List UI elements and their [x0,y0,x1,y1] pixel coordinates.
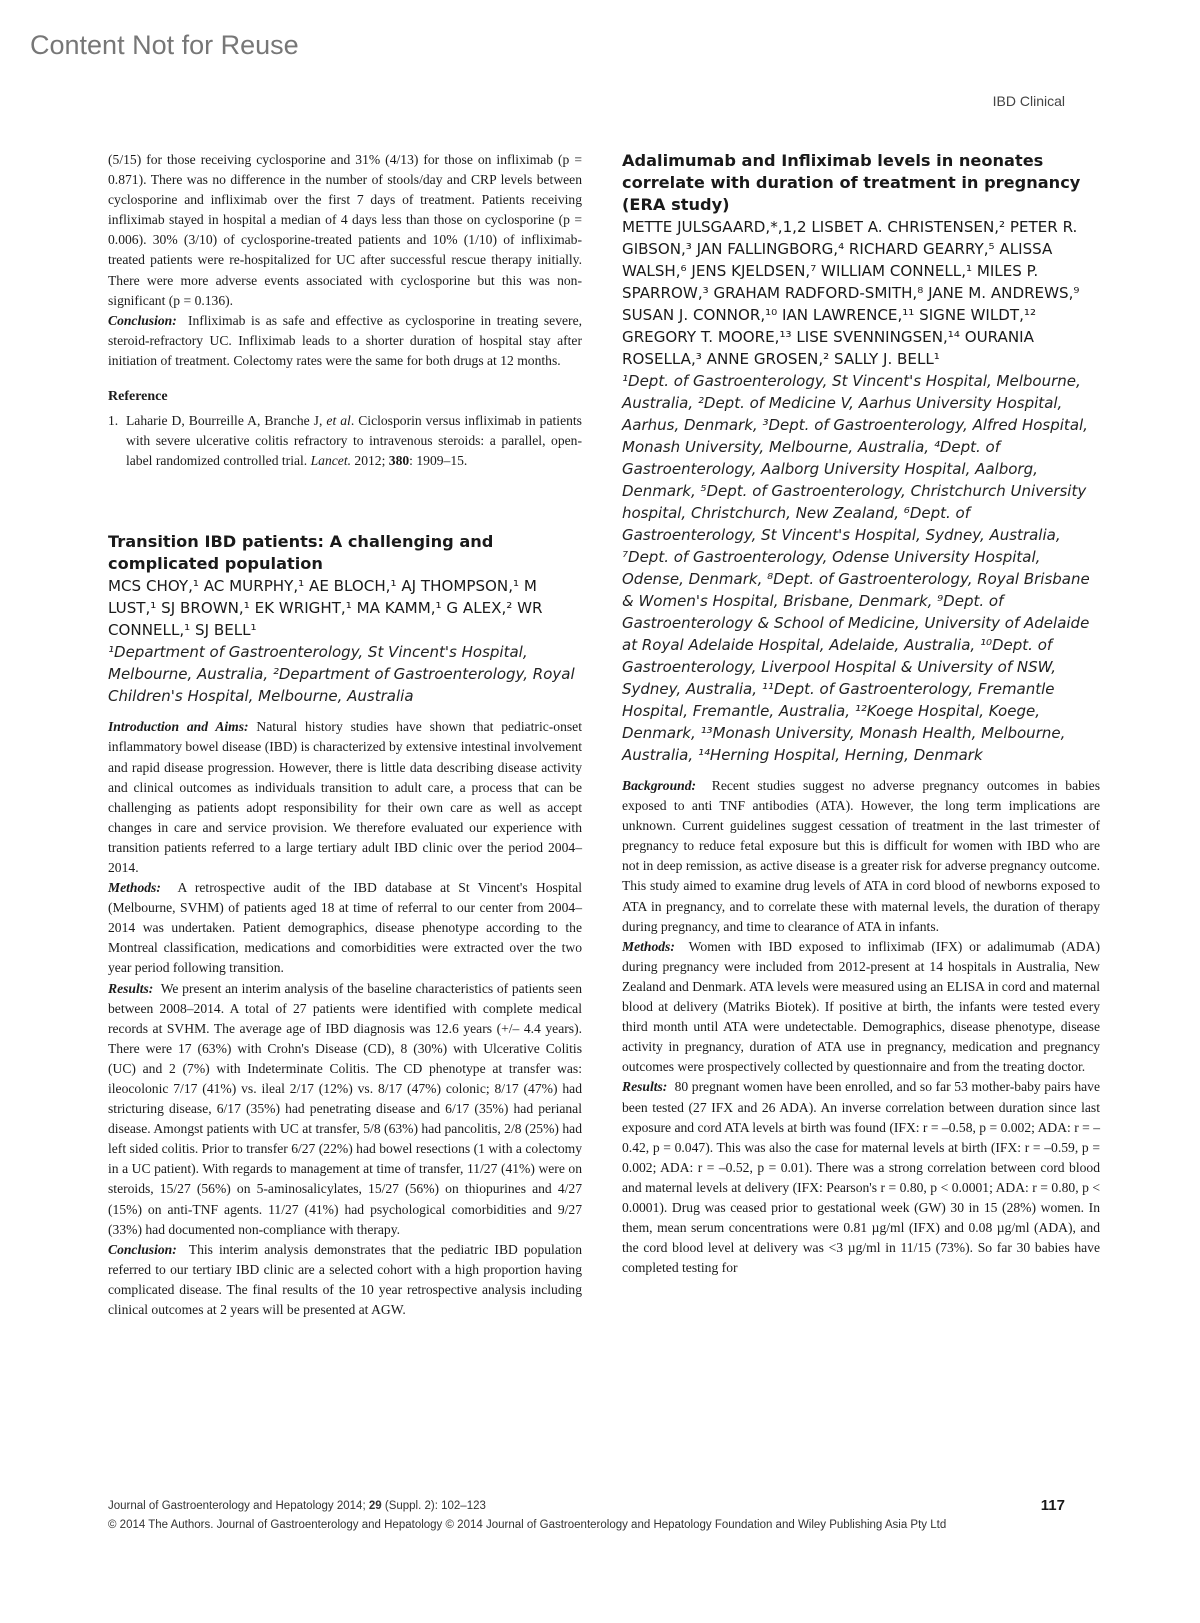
reference-etal: et al [326,413,351,429]
journal-issue: (Suppl. 2): 102–123 [384,1500,486,1512]
methods-paragraph [622,937,1100,1078]
continuation-paragraph: (5/15) for those receiving cyclosporine and 31% (4/13) for those on infliximab (p = 0.871). There was no difference in the number of stools/day and CRP levels between cyclosporine and infliximab over the first 7 days of treatment. Patients receiving infliximab stayed in hospital a median of 4 days less than those on cyclosporine (p = 0.006). 30% (3/10) of cyclosporine-treated patients and 10% (1/10) of infliximab-treated patients were re-hospitalized for UC after successful rescue therapy initially. There were more adverse events associated with cyclosporine but this was non-significant (p = 0.136). [108,152,582,308]
reference-text [126,411,582,471]
page-number: 117 [1040,1497,1065,1514]
results-paragraph [108,979,582,1240]
abstract-title: Adalimumab and Infliximab levels in neonates correlate with duration of treatment in pregnancy (ERA study) [622,151,1081,214]
background-paragraph [622,776,1100,937]
conclusion-label: Conclusion: [108,312,177,328]
reference-authors: Laharie D, Bourreille A, Branche J, [126,413,323,429]
abstract-authors: METTE JULSGAARD,*,1,2 LISBET A. CHRISTENSEN,² PETER R. GIBSON,³ JAN FALLINGBORG,⁴ RICHARD GEARRY,⁵ ALISSA WALSH,⁶ JENS KJELDSEN,⁷ WILLIAM CONNELL,¹ MILES P. SPARROW,³ GRAHAM RADFORD-SMITH,⁸ JANE M. ANDREWS,⁹ SUSAN J. CONNOR,¹⁰ IAN LAWRENCE,¹¹ SIGNE WILDT,¹² GREGORY T. MOORE,¹³ LISE SVENNINGSEN,¹⁴ OURANIA ROSELLA,³ ANNE GROSEN,² SALLY J. BELL¹ [622,218,1080,368]
reference-title: . Ciclosporin versus infliximab in patients with severe ulcerative colitis refractory to intravenous steroids: a parallel, open-label randomized controlled trial. [126,413,582,469]
reference-heading: Reference [108,389,168,405]
results-label: Results: [108,980,154,996]
reference-journal: Lancet. [310,453,351,469]
journal-volume: 29 [368,1500,382,1512]
footer-journal-citation [108,1500,486,1512]
results-paragraph [622,1077,1100,1278]
methods-label: Methods: [108,880,161,896]
transition-abstract [108,531,582,1320]
journal-name: Journal of Gastroenterology and Hepatology 2014; [108,1500,366,1512]
intro-label: Introduction and Aims: [108,719,249,735]
conclusion-text: Infliximab is as safe and effective as cyclosporine in treating severe, steroid-refractory UC. Infliximab leads to a shorter duration of hospital stay after initiation of treatment. Colectomy rates were the same for both drugs at 12 months. [108,312,582,368]
reference-number: 1. [108,413,119,429]
results-text: 80 pregnant women have been enrolled, and so far 53 mother-baby pairs have been tested (27 IFX and 26 ADA). An inverse correlation between duration since last exposure and cord ATA levels at birth was found (IFX: r = –0.58, p = 0.002; ADA: r = –0.42, p = 0.047). This was also the case for maternal levels at birth (IFX: r = –0.59, p = 0.002; ADA: r = –0.52, p = 0.01). There was a strong correlation between cord blood and maternal levels at delivery (IFX: Pearson's r = 0.80, p < 0.0001; ADA: r = 0.80, p < 0.0001). Drug was ceased prior to gestational week (GW) 30 in 15 (28%) women. In them, mean serum concentrations were 0.81 µg/ml (IFX) and 0.08 µg/ml (ADA), and the cord blood level at delivery was <3 µg/ml in 11/15 (73%). So far 30 babies have completed testing for [622,1079,1101,1276]
abstract-affiliations: ¹Dept. of Gastroenterology, St Vincent's Hospital, Melbourne, Australia, ²Dept. of Medicine V, Aarhus University Hospital, Aarhus, Denmark, ³Dept. of Gastroenterology, Alfred Hospital, Monash University, Melbourne, Australia, ⁴Dept. of Gastroenterology, Aalborg University Hospital, Aalborg, Denmark, ⁵Dept. of Gastroenterology, Christchurch University hospital, Christchurch, New Zealand, ⁶Dept. of Gastroenterology, St Vincent's Hospital, Sydney, Australia, ⁷Dept. of Gastroenterology, Odense University Hospital, Odense, Denmark, ⁸Dept. of Gastroenterology, Royal Brisbane & Women's Hospital, Brisbane, Denmark, ⁹Dept. of Gastroenterology & School of Medicine, University of Adelaide at Royal Adelaide Hospital, Adelaide, Australia, ¹⁰Dept. of Gastroenterology, Liverpool Hospital & University of NSW, Sydney, Australia, ¹¹Dept. of Gastroenterology, Fremantle Hospital, Fremantle, Australia, ¹²Koege Hospital, Koege, Denmark, ¹³Monash University, Monash Health, Melbourne, Australia, ¹⁴Herning Hospital, Herning, Denmark [622,372,1090,764]
conclusion-paragraph [108,1240,582,1320]
prev-conclusion-paragraph [108,311,582,371]
results-text: We present an interim analysis of the baseline characteristics of patients seen between 2008–2014. A total of 27 patients were identified with complete medical records at SVHM. The average age of IBD diagnosis was 12.6 years (+/– 4.4 years). There were 17 (63%) with Crohn's Disease (CD), 8 (30%) with Ulcerative Colitis (UC) and 2 (7%) with Indeterminate Colitis. The CD phenotype at transfer was: ileocolonic 7/17 (41%) vs. ileal 2/17 (12%) vs. 8/17 (47%) colonic; 8/17 (47%) had stricturing disease, 6/17 (35%) had penetrating disease and 6/17 (35%) had perianal disease. Amongst patients with UC at transfer, 5/8 (63%) had pancolitis, 2/8 (25%) had left sided colitis. Prior to transfer 6/27 (22%) had bowel resections (1 with a colectomy in a UC patient). With regards to management at time of transfer, 11/27 (41%) were on steroids, 15/27 (56%) on 5-aminosalicylates, 15/27 (56%) on thiopurines and 4/27 (15%) on anti-TNF agents. 11/27 (41%) had psychological comorbidities and 9/27 (33%) had documented non-compliance with therapy. [108,980,582,1237]
reference-year: 2012; [354,453,386,469]
intro-text: Natural history studies have shown that pediatric-onset inflammatory bowel disease (IBD) is characterized by extensive intestinal involvement and rapid disease progression. However, there is little data describing disease activity and clinical outcomes as individuals transition to adult care, a process that can be challenging as patients adopt responsibility for their own care as well as accept changes in care and service provision. We therefore evaluated our experience with transition patients referred to a large tertiary adult IBD clinic over the period 2004–2014. [108,719,582,875]
reference-pages: : 1909–15. [409,453,468,469]
abstract-body [622,776,1100,1278]
methods-label: Methods: [622,938,675,954]
running-head: IBD Clinical [992,93,1065,109]
right-column [622,150,1100,1278]
intro-paragraph [108,717,582,878]
reference-item [108,411,582,471]
copyright-line: © 2014 The Authors. Journal of Gastroenterology and Hepatology © 2014 Journal of Gastroenterology and Hepatology Foundation and Wiley Publishing Asia Pty Ltd [108,1519,947,1531]
background-text: Recent studies suggest no adverse pregnancy outcomes in babies exposed to anti TNF antibodies (ATA). However, the long term implications are unknown. Current guidelines suggest cessation of treatment in the last trimester of pregnancy to reduce fetal exposure but this is difficult for women with IBD who are not in deep remission, as active disease is a greater risk for adverse pregnancy outcome. This study aimed to examine drug levels of ATA in cord blood of newborns exposed to ATA in pregnancy, and to correlate these with maternal levels, the duration of therapy during pregnancy, and time to clearance of ATA in infants. [622,778,1101,934]
abstract-title: Transition IBD patients: A challenging and complicated population [108,532,494,574]
methods-text: Women with IBD exposed to infliximab (IFX) or adalimumab (ADA) during pregnancy were included from 2012-present at 14 hospitals in Australia, New Zealand and Denmark. ATA levels were measured using an ELISA in cord and maternal blood at delivery (Matriks Biotek). If positive at birth, the infants were tested every third month until ATA were undetectable. Demographics, disease phenotype, disease activity in pregnancy, duration of ATA use in pregnancy, medication and pregnancy outcomes were prospectively collected by questionnaire and from the treating doctor. [622,938,1100,1075]
era-abstract [622,150,1100,1278]
prev-abstract-continuation [108,150,582,371]
conclusion-text: This interim analysis demonstrates that the pediatric IBD population referred to our tertiary IBD clinic are a selected cohort with a high proportion having complicated disease. The final results of the 10 year retrospective analysis including clinical outcomes at 2 years will be presented at AGW. [108,1241,582,1318]
results-label: Results: [622,1079,668,1095]
background-label: Background: [622,778,697,793]
methods-paragraph [108,878,582,978]
left-column [108,150,582,1320]
methods-text: A retrospective audit of the IBD database at St Vincent's Hospital (Melbourne, SVHM) of patients aged 18 at time of referral to our center from 2004–2014 was undertaken. Patient demographics, disease phenotype according to the Montreal classification, medications and comorbidities were extracted over the two year period following transition. [108,880,582,976]
abstract-authors: MCS CHOY,¹ AC MURPHY,¹ AE BLOCH,¹ AJ THOMPSON,¹ M LUST,¹ SJ BROWN,¹ EK WRIGHT,¹ MA KAMM,¹ G ALEX,² WR CONNELL,¹ SJ BELL¹ [108,577,543,640]
watermark: Content Not for Reuse [30,30,299,60]
reference-volume: 380 [388,453,410,469]
abstract-affiliations: ¹Department of Gastroenterology, St Vincent's Hospital, Melbourne, Australia, ²Department of Gastroenterology, Royal Children's Hospital, Melbourne, Australia [108,643,575,706]
abstract-body [108,717,582,1320]
conclusion-label: Conclusion: [108,1241,177,1257]
